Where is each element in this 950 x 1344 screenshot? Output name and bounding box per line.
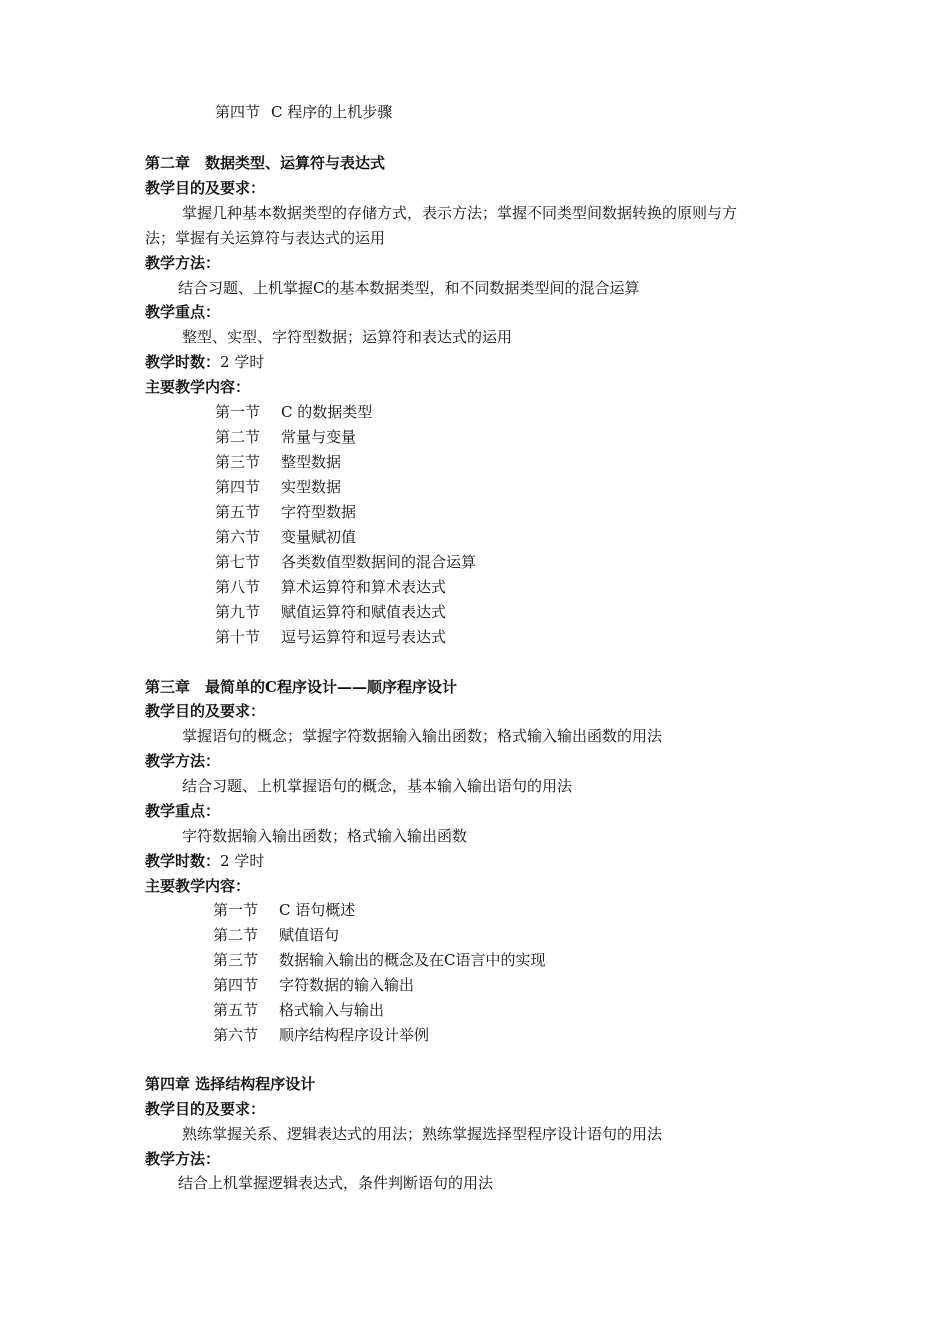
chapter-3-hours-label: 教学时数： bbox=[145, 852, 221, 870]
section-number: 第一节 bbox=[213, 901, 259, 919]
section-number: 第六节 bbox=[213, 1026, 259, 1044]
section-number: 第十节 bbox=[215, 628, 261, 646]
chapter-3-key-text: 字符数据输入输出函数；格式输入输出函数 bbox=[182, 827, 468, 845]
chapter-3-method-label: 教学方法： bbox=[145, 752, 221, 770]
chapter-2-section bbox=[215, 625, 446, 650]
chapter-2-hours-value: 2 学时 bbox=[220, 353, 265, 371]
chapter-3-hours-value: 2 学时 bbox=[220, 852, 265, 870]
section-number: 第四节 bbox=[215, 103, 261, 121]
chapter-2-title: 第二章 数据类型、运算符与表达式 bbox=[145, 154, 386, 172]
chapter-2-hours-label: 教学时数： bbox=[145, 353, 221, 371]
section-number: 第五节 bbox=[215, 503, 261, 521]
chapter-2-section bbox=[215, 525, 356, 550]
chapter-4-method-label: 教学方法： bbox=[145, 1150, 221, 1168]
chapter-2-section bbox=[215, 550, 476, 575]
section-title: 变量赋初值 bbox=[281, 528, 357, 546]
chapter-2-section bbox=[215, 450, 341, 475]
chapter-3-key-label: 教学重点： bbox=[145, 802, 221, 820]
section-line bbox=[215, 100, 392, 125]
section-title: C 的数据类型 bbox=[281, 403, 373, 421]
section-title: 数据输入输出的概念及在C语言中的实现 bbox=[279, 951, 546, 969]
chapter-3-section bbox=[213, 1023, 429, 1048]
section-number: 第八节 bbox=[215, 578, 261, 596]
section-number: 第七节 bbox=[215, 553, 261, 571]
section-title: 逗号运算符和逗号表达式 bbox=[281, 628, 447, 646]
chapter-3-section bbox=[213, 948, 545, 973]
chapter-4-method-text: 结合上机掌握逻辑表达式，条件判断语句的用法 bbox=[178, 1174, 494, 1192]
chapter-4-goal-label: 教学目的及要求： bbox=[145, 1100, 266, 1118]
section-title: 常量与变量 bbox=[281, 428, 357, 446]
section-number: 第一节 bbox=[215, 403, 261, 421]
chapter-2-method-label: 教学方法： bbox=[145, 254, 221, 272]
section-number: 第四节 bbox=[213, 976, 259, 994]
chapter-3-section bbox=[213, 973, 414, 998]
chapter-2-goal-line-2: 法；掌握有关运算符与表达式的运用 bbox=[145, 229, 386, 247]
chapter-2-hours bbox=[145, 350, 264, 375]
section-number: 第六节 bbox=[215, 528, 261, 546]
chapter-2-content-label: 主要教学内容： bbox=[145, 378, 251, 396]
chapter-4-goal-text: 熟练掌握关系、逻辑表达式的用法；熟练掌握选择型程序设计语句的用法 bbox=[182, 1125, 663, 1143]
chapter-3-section bbox=[213, 898, 355, 923]
section-title: C 程序的上机步骤 bbox=[271, 103, 393, 121]
section-number: 第四节 bbox=[215, 478, 261, 496]
chapter-2-key-label: 教学重点： bbox=[145, 303, 221, 321]
chapter-3-content-label: 主要教学内容： bbox=[145, 877, 251, 895]
section-number: 第三节 bbox=[213, 951, 259, 969]
section-title: 算术运算符和算术表达式 bbox=[281, 578, 447, 596]
chapter-3-section bbox=[213, 998, 384, 1023]
chapter-2-key-text: 整型、实型、字符型数据；运算符和表达式的运用 bbox=[182, 328, 513, 346]
chapter-4-title: 第四章 选择结构程序设计 bbox=[145, 1075, 316, 1093]
chapter-3-goal-text: 掌握语句的概念；掌握字符数据输入输出函数；格式输入输出函数的用法 bbox=[182, 727, 663, 745]
section-number: 第九节 bbox=[215, 603, 261, 621]
section-title: 整型数据 bbox=[281, 453, 342, 471]
section-title: 各类数值型数据间的混合运算 bbox=[281, 553, 477, 571]
chapter-3-method-text: 结合习题、上机掌握语句的概念，基本输入输出语句的用法 bbox=[182, 777, 573, 795]
chapter-3-hours bbox=[145, 849, 264, 874]
chapter-3-goal-label: 教学目的及要求： bbox=[145, 702, 266, 720]
chapter-2-section bbox=[215, 425, 356, 450]
section-title: 赋值语句 bbox=[279, 926, 340, 944]
section-number: 第五节 bbox=[213, 1001, 259, 1019]
chapter-2-section bbox=[215, 600, 446, 625]
section-title: 格式输入与输出 bbox=[279, 1001, 385, 1019]
section-title: 字符型数据 bbox=[281, 503, 357, 521]
chapter-2-section bbox=[215, 400, 372, 425]
section-title: 字符数据的输入输出 bbox=[279, 976, 415, 994]
chapter-2-section bbox=[215, 500, 356, 525]
section-title: 赋值运算符和赋值表达式 bbox=[281, 603, 447, 621]
chapter-3-title: 第三章 最简单的C程序设计——顺序程序设计 bbox=[145, 678, 457, 696]
section-number: 第二节 bbox=[215, 428, 261, 446]
chapter-2-method-text: 结合习题、上机掌握C的基本数据类型，和不同数据类型间的混合运算 bbox=[178, 279, 640, 297]
chapter-2-goal-label: 教学目的及要求： bbox=[145, 179, 266, 197]
section-title: 实型数据 bbox=[281, 478, 342, 496]
section-title: C 语句概述 bbox=[279, 901, 356, 919]
section-title: 顺序结构程序设计举例 bbox=[279, 1026, 430, 1044]
chapter-2-goal-line-1: 掌握几种基本数据类型的存储方式，表示方法；掌握不同类型间数据转换的原则与方 bbox=[182, 204, 738, 222]
section-number: 第三节 bbox=[215, 453, 261, 471]
chapter-2-section bbox=[215, 475, 341, 500]
chapter-3-section bbox=[213, 923, 339, 948]
chapter-2-section bbox=[215, 575, 446, 600]
section-number: 第二节 bbox=[213, 926, 259, 944]
